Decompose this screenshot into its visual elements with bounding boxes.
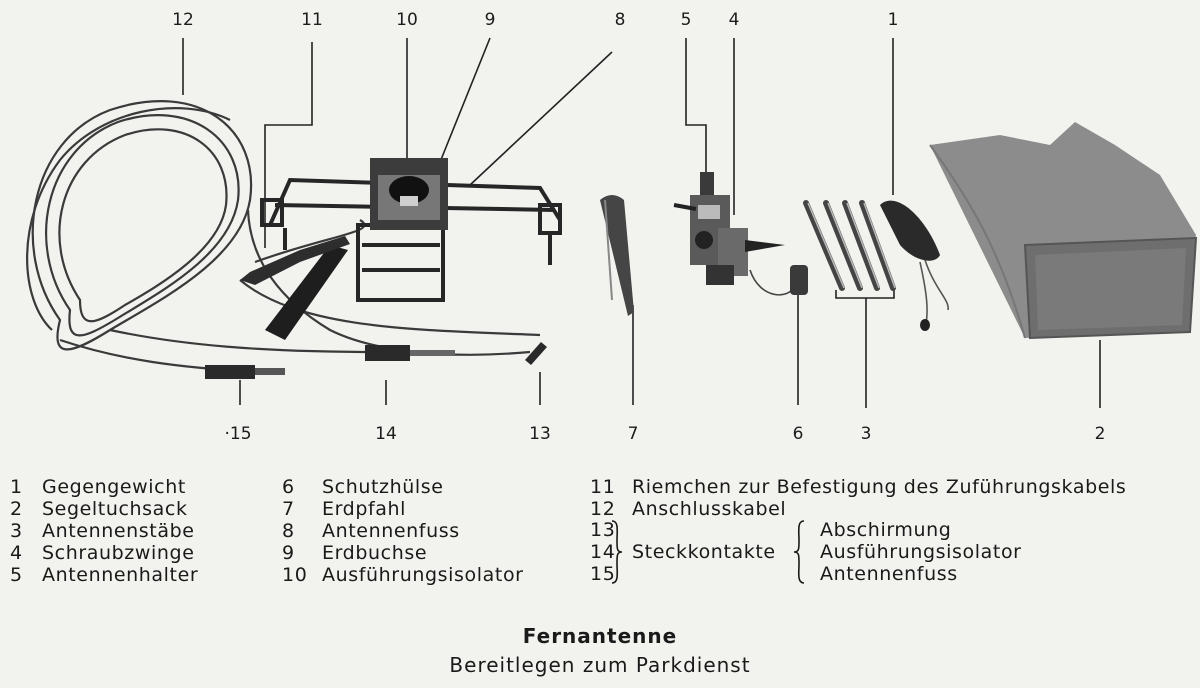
legend-item: [282, 564, 524, 586]
legend-item: [10, 564, 198, 586]
legend-number: 6: [282, 476, 295, 498]
legend-item: [282, 542, 524, 564]
legend-number: 12: [590, 498, 616, 520]
steckkontakte-items: [820, 519, 1022, 585]
plug-contacts: [205, 342, 547, 379]
legend-number: 3: [10, 520, 23, 542]
legend-column-3: [590, 476, 1126, 520]
callout-8: 8: [614, 10, 626, 30]
legend-item: [10, 476, 198, 498]
counterweight: [880, 201, 948, 331]
legend-text: Segeltuchsack: [42, 498, 188, 520]
legend-text: Schutzhülse: [322, 476, 444, 498]
legend-item: [282, 498, 524, 520]
legend-number: 14: [590, 541, 616, 563]
callout-12: 12: [172, 10, 194, 30]
earth-socket: [370, 158, 448, 230]
leader-lines: [183, 38, 1100, 408]
legend-number: 2: [10, 498, 23, 520]
legend-number: 7: [282, 498, 295, 520]
callout-6: 6: [792, 424, 804, 444]
legend-item: [10, 520, 198, 542]
legend-text: Antennenfuss: [820, 563, 958, 585]
legend-number: 9: [282, 542, 295, 564]
legend-column-1: [10, 476, 198, 586]
steckkontakte-numbers: [590, 519, 616, 585]
legend-item: [10, 542, 198, 564]
callout-5: 5: [680, 10, 692, 30]
protective-sleeve: [790, 265, 808, 295]
legend-item: [590, 476, 1126, 498]
legend-text: Antennenfuss: [322, 520, 460, 542]
callout-15: ·15: [224, 424, 252, 444]
brace-icon: [610, 519, 624, 585]
legend-text: Anschlusskabel: [632, 498, 787, 520]
callout-9: 9: [484, 10, 496, 30]
legend-item: [10, 498, 198, 520]
legend-text: Gegengewicht: [42, 476, 186, 498]
callout-7: 7: [627, 424, 639, 444]
callout-13: 13: [529, 424, 551, 444]
legend-column-2: [282, 476, 524, 586]
legend-number: 13: [590, 519, 616, 541]
legend-number: 11: [590, 476, 616, 498]
legend-text: Riemchen zur Befestigung des Zuführungskabels: [632, 476, 1127, 498]
steckkontakte-label: Steckkontakte: [632, 541, 776, 563]
legend-text: Antennenstäbe: [42, 520, 195, 542]
legend-item: [590, 498, 1126, 520]
legend-text: Abschirmung: [820, 519, 952, 541]
legend-number: 8: [282, 520, 295, 542]
callout-10: 10: [396, 10, 418, 30]
legend-number: 10: [282, 564, 308, 586]
legend-number: 5: [10, 564, 23, 586]
figure-subtitle: Bereitlegen zum Parkdienst: [449, 653, 751, 677]
legend-number: 15: [590, 563, 616, 585]
legend-text: Erdbuchse: [322, 542, 428, 564]
brace-icon: [792, 519, 806, 585]
legend-text: Erdpfahl: [322, 498, 407, 520]
legend-item: [282, 520, 524, 542]
earth-stake: [600, 195, 634, 316]
legend-text: Ausführungsisolator: [820, 541, 1022, 563]
callout-3: 3: [860, 424, 872, 444]
legend-item: [282, 476, 524, 498]
figure-title: Fernantenne: [522, 624, 678, 648]
legend-text: Ausführungsisolator: [322, 564, 524, 586]
legend-number: 4: [10, 542, 23, 564]
callout-2: 2: [1094, 424, 1106, 444]
legend-text: Schraubzwinge: [42, 542, 195, 564]
callout-1: 1: [887, 10, 899, 30]
callout-4: 4: [728, 10, 740, 30]
canvas-bag: [930, 122, 1196, 338]
legend-number: 1: [10, 476, 23, 498]
callout-11: 11: [301, 10, 323, 30]
callout-14: 14: [375, 424, 397, 444]
legend-text: Antennenhalter: [42, 564, 199, 586]
